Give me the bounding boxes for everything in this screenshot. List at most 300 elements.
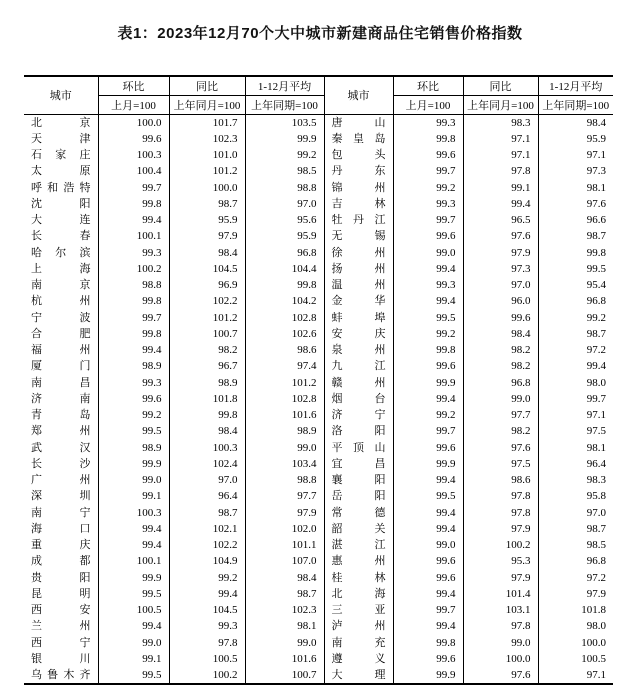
yoy-cell-left: 100.3: [169, 440, 245, 456]
table-row: [24, 358, 613, 374]
city-cell-left: 南宁: [31, 506, 91, 519]
city-cell-right: 温州: [324, 277, 393, 293]
table-row: [24, 505, 613, 521]
yoy-cell-right: 96.5: [463, 212, 538, 228]
yoy-cell-left: 98.7: [169, 196, 245, 212]
avg-cell-left: 99.0: [245, 635, 324, 651]
avg-cell-right: 95.8: [538, 488, 613, 504]
mom-cell-left: 99.9: [98, 570, 169, 586]
city-cell-right: 包头: [324, 147, 393, 163]
avg-cell-right: 96.8: [538, 553, 613, 569]
avg-cell-right: 98.3: [538, 472, 613, 488]
avg-cell-right: 99.8: [538, 245, 613, 261]
city-cell-right: 徐州: [324, 245, 393, 261]
table-row: [24, 651, 613, 667]
yoy-cell-left: 98.9: [169, 375, 245, 391]
table-row: [24, 212, 613, 228]
header-yoy-base-right: 上年同月=100: [463, 95, 538, 114]
avg-cell-left: 99.2: [245, 147, 324, 163]
city-cell-left: 广州: [31, 474, 91, 486]
yoy-cell-left: 99.2: [169, 570, 245, 586]
avg-cell-left: 101.1: [245, 537, 324, 553]
avg-cell-left: 100.7: [245, 667, 324, 684]
avg-cell-right: 96.8: [538, 293, 613, 309]
mom-cell-right: 99.6: [393, 228, 463, 244]
city-cell-left: 郑州: [31, 425, 91, 438]
mom-cell-left: 99.8: [98, 326, 169, 342]
mom-cell-right: 99.8: [393, 131, 463, 147]
mom-cell-right: 99.7: [393, 602, 463, 618]
city-cell-right: 遵义: [324, 651, 393, 667]
city-cell-right: 牡丹江: [324, 212, 393, 228]
avg-cell-right: 98.7: [538, 326, 613, 342]
yoy-cell-right: 96.0: [463, 293, 538, 309]
yoy-cell-right: 101.4: [463, 586, 538, 602]
city-cell-left: 石家庄: [31, 149, 91, 161]
yoy-cell-right: 97.8: [463, 505, 538, 521]
city-cell-right: 无锡: [324, 228, 393, 244]
yoy-cell-right: 98.2: [463, 423, 538, 439]
table-row: [24, 407, 613, 423]
mom-cell-left: 99.3: [98, 245, 169, 261]
mom-cell-left: 99.0: [98, 472, 169, 488]
yoy-cell-left: 101.2: [169, 310, 245, 326]
yoy-cell-left: 102.2: [169, 537, 245, 553]
city-cell-left: 深圳: [31, 490, 91, 503]
table-row: [24, 310, 613, 326]
yoy-cell-left: 100.5: [169, 651, 245, 667]
mom-cell-left: 99.4: [98, 342, 169, 358]
table-row: [24, 667, 613, 684]
avg-cell-right: 97.2: [538, 342, 613, 358]
yoy-cell-left: 96.4: [169, 488, 245, 504]
city-cell-right: 锦州: [324, 180, 393, 196]
yoy-cell-right: 99.0: [463, 635, 538, 651]
mom-cell-right: 99.9: [393, 667, 463, 684]
mom-cell-right: 99.2: [393, 326, 463, 342]
header-mom-base-left: 上月=100: [98, 95, 169, 114]
avg-cell-left: 101.6: [245, 407, 324, 423]
avg-cell-right: 96.4: [538, 456, 613, 472]
header-avg-right: 1-12月平均: [538, 76, 613, 95]
city-cell-right: 秦皇岛: [324, 131, 393, 147]
mom-cell-right: 99.4: [393, 391, 463, 407]
yoy-cell-right: 98.3: [463, 114, 538, 131]
avg-cell-left: 102.8: [245, 310, 324, 326]
table-row: [24, 375, 613, 391]
avg-cell-left: 98.6: [245, 342, 324, 358]
city-cell-left: 乌鲁木齐: [31, 669, 91, 681]
city-cell-right: 桂林: [324, 570, 393, 586]
avg-cell-right: 98.4: [538, 114, 613, 131]
avg-cell-left: 98.1: [245, 618, 324, 634]
yoy-cell-right: 97.6: [463, 228, 538, 244]
yoy-cell-left: 101.7: [169, 114, 245, 131]
avg-cell-right: 95.9: [538, 131, 613, 147]
avg-cell-right: 99.4: [538, 358, 613, 374]
avg-cell-right: 97.2: [538, 570, 613, 586]
avg-cell-left: 95.6: [245, 212, 324, 228]
city-cell-left: 福州: [31, 344, 91, 356]
mom-cell-right: 99.6: [393, 570, 463, 586]
avg-cell-left: 97.9: [245, 505, 324, 521]
mom-cell-right: 99.3: [393, 114, 463, 131]
avg-cell-left: 98.9: [245, 423, 324, 439]
city-cell-left: 贵阳: [31, 571, 91, 584]
mom-cell-right: 99.6: [393, 147, 463, 163]
avg-cell-right: 98.1: [538, 180, 613, 196]
yoy-cell-left: 98.4: [169, 245, 245, 261]
avg-cell-right: 99.5: [538, 261, 613, 277]
avg-cell-left: 101.6: [245, 651, 324, 667]
yoy-cell-left: 100.2: [169, 667, 245, 684]
avg-cell-left: 99.9: [245, 131, 324, 147]
table-row: [24, 196, 613, 212]
yoy-cell-right: 97.5: [463, 456, 538, 472]
header-mom-right: 环比: [393, 76, 463, 95]
table-row: [24, 131, 613, 147]
header-yoy-right: 同比: [463, 76, 538, 95]
yoy-cell-right: 97.3: [463, 261, 538, 277]
mom-cell-right: 99.2: [393, 180, 463, 196]
city-cell-left: 合肥: [31, 327, 91, 340]
avg-cell-left: 104.4: [245, 261, 324, 277]
mom-cell-left: 99.8: [98, 196, 169, 212]
header-row-base: [24, 95, 613, 114]
city-cell-right: 大理: [324, 667, 393, 684]
table-row: [24, 586, 613, 602]
city-cell-right: 襄阳: [324, 472, 393, 488]
mom-cell-left: 99.7: [98, 180, 169, 196]
yoy-cell-left: 95.9: [169, 212, 245, 228]
table-header: [24, 76, 613, 114]
yoy-cell-left: 102.3: [169, 131, 245, 147]
city-cell-right: 南充: [324, 635, 393, 651]
mom-cell-left: 98.8: [98, 277, 169, 293]
avg-cell-left: 98.4: [245, 570, 324, 586]
header-city-left: 城市: [49, 90, 72, 103]
mom-cell-right: 99.7: [393, 212, 463, 228]
price-index-table: [24, 75, 613, 685]
yoy-cell-right: 100.0: [463, 651, 538, 667]
yoy-cell-left: 104.5: [169, 261, 245, 277]
yoy-cell-right: 97.9: [463, 521, 538, 537]
yoy-cell-left: 98.7: [169, 505, 245, 521]
city-cell-right: 吉林: [324, 196, 393, 212]
table-row: [24, 423, 613, 439]
table-row: [24, 261, 613, 277]
city-cell-right: 韶关: [324, 521, 393, 537]
table-row: [24, 326, 613, 342]
yoy-cell-left: 104.9: [169, 553, 245, 569]
city-cell-right: 泸州: [324, 618, 393, 634]
city-cell-right: 唐山: [324, 114, 393, 131]
yoy-cell-right: 100.2: [463, 537, 538, 553]
mom-cell-left: 99.1: [98, 488, 169, 504]
mom-cell-right: 99.6: [393, 358, 463, 374]
header-avg-base-right: 上年同期=100: [538, 95, 613, 114]
yoy-cell-right: 97.7: [463, 407, 538, 423]
avg-cell-left: 102.3: [245, 602, 324, 618]
city-cell-left: 成都: [31, 555, 91, 568]
mom-cell-right: 99.7: [393, 423, 463, 439]
yoy-cell-left: 96.7: [169, 358, 245, 374]
table-row: [24, 635, 613, 651]
avg-cell-left: 96.8: [245, 245, 324, 261]
city-cell-left: 哈尔滨: [31, 246, 91, 259]
mom-cell-left: 99.7: [98, 310, 169, 326]
city-cell-left: 大连: [31, 214, 91, 226]
table-row: [24, 602, 613, 618]
yoy-cell-right: 97.6: [463, 440, 538, 456]
yoy-cell-right: 99.0: [463, 391, 538, 407]
avg-cell-left: 102.8: [245, 391, 324, 407]
city-cell-left: 长春: [31, 230, 91, 243]
yoy-cell-left: 97.8: [169, 635, 245, 651]
city-cell-left: 昆明: [31, 587, 91, 600]
yoy-cell-right: 96.8: [463, 375, 538, 391]
table-row: [24, 114, 613, 131]
table-row: [24, 618, 613, 634]
page-title: 表1：2023年12月70个大中城市新建商品住宅销售价格指数: [117, 25, 523, 42]
city-cell-right: 泉州: [324, 342, 393, 358]
city-cell-right: 九江: [324, 358, 393, 374]
yoy-cell-left: 99.3: [169, 618, 245, 634]
avg-cell-right: 95.4: [538, 277, 613, 293]
mom-cell-right: 99.4: [393, 472, 463, 488]
mom-cell-left: 99.9: [98, 456, 169, 472]
city-cell-left: 太原: [31, 165, 91, 178]
avg-cell-left: 97.4: [245, 358, 324, 374]
mom-cell-right: 99.9: [393, 456, 463, 472]
avg-cell-right: 100.0: [538, 635, 613, 651]
city-cell-right: 丹东: [324, 163, 393, 179]
header-mom-base-right: 上月=100: [393, 95, 463, 114]
yoy-cell-left: 101.8: [169, 391, 245, 407]
header-row-top: [24, 76, 613, 95]
mom-cell-right: 99.2: [393, 407, 463, 423]
city-cell-right: 平顶山: [324, 440, 393, 456]
avg-cell-left: 99.0: [245, 440, 324, 456]
mom-cell-left: 99.4: [98, 537, 169, 553]
yoy-cell-right: 97.1: [463, 131, 538, 147]
mom-cell-right: 99.0: [393, 537, 463, 553]
yoy-cell-right: 97.9: [463, 570, 538, 586]
avg-cell-right: 97.3: [538, 163, 613, 179]
table-row: [24, 163, 613, 179]
header-mom-left: 环比: [98, 76, 169, 95]
mom-cell-left: 100.0: [98, 114, 169, 131]
city-cell-right: 扬州: [324, 261, 393, 277]
avg-cell-left: 104.2: [245, 293, 324, 309]
table-row: [24, 472, 613, 488]
avg-cell-left: 97.7: [245, 488, 324, 504]
city-cell-left: 青岛: [31, 409, 91, 421]
avg-cell-right: 101.8: [538, 602, 613, 618]
table-row: [24, 147, 613, 163]
city-cell-right: 洛阳: [324, 423, 393, 439]
city-cell-left: 银川: [31, 652, 91, 665]
table-row: [24, 553, 613, 569]
city-cell-left: 兰州: [31, 620, 91, 633]
avg-cell-right: 99.7: [538, 391, 613, 407]
yoy-cell-right: 97.8: [463, 488, 538, 504]
yoy-cell-right: 97.1: [463, 147, 538, 163]
mom-cell-left: 99.4: [98, 618, 169, 634]
avg-cell-left: 101.2: [245, 375, 324, 391]
yoy-cell-right: 97.8: [463, 163, 538, 179]
avg-cell-left: 98.7: [245, 586, 324, 602]
mom-cell-left: 100.3: [98, 505, 169, 521]
yoy-cell-left: 99.4: [169, 586, 245, 602]
avg-cell-right: 99.2: [538, 310, 613, 326]
mom-cell-right: 99.6: [393, 553, 463, 569]
table-row: [24, 293, 613, 309]
yoy-cell-right: 103.1: [463, 602, 538, 618]
yoy-cell-left: 96.9: [169, 277, 245, 293]
city-cell-left: 南京: [31, 279, 91, 291]
mom-cell-left: 99.0: [98, 635, 169, 651]
yoy-cell-left: 104.5: [169, 602, 245, 618]
yoy-cell-right: 98.2: [463, 342, 538, 358]
city-cell-left: 厦门: [31, 360, 91, 373]
avg-cell-right: 98.0: [538, 618, 613, 634]
yoy-cell-left: 98.4: [169, 423, 245, 439]
mom-cell-left: 98.9: [98, 358, 169, 374]
yoy-cell-left: 98.2: [169, 342, 245, 358]
avg-cell-right: 97.1: [538, 147, 613, 163]
city-cell-right: 宜昌: [324, 456, 393, 472]
mom-cell-left: 100.4: [98, 163, 169, 179]
table-row: [24, 180, 613, 196]
yoy-cell-left: 101.0: [169, 147, 245, 163]
avg-cell-left: 95.9: [245, 228, 324, 244]
avg-cell-right: 97.1: [538, 407, 613, 423]
yoy-cell-left: 97.0: [169, 472, 245, 488]
avg-cell-right: 98.5: [538, 537, 613, 553]
mom-cell-right: 99.4: [393, 505, 463, 521]
city-cell-left: 天津: [31, 132, 91, 145]
city-cell-right: 安庆: [324, 326, 393, 342]
city-cell-right: 蚌埠: [324, 310, 393, 326]
mom-cell-left: 99.2: [98, 407, 169, 423]
mom-cell-right: 99.4: [393, 521, 463, 537]
avg-cell-left: 97.0: [245, 196, 324, 212]
avg-cell-right: 98.1: [538, 440, 613, 456]
avg-cell-right: 97.9: [538, 586, 613, 602]
table-row: [24, 440, 613, 456]
avg-cell-right: 98.7: [538, 228, 613, 244]
avg-cell-left: 99.8: [245, 277, 324, 293]
city-cell-right: 金华: [324, 293, 393, 309]
header-city-right: 城市: [324, 76, 393, 114]
mom-cell-left: 98.9: [98, 440, 169, 456]
table-row: [24, 342, 613, 358]
mom-cell-left: 99.5: [98, 423, 169, 439]
mom-cell-right: 99.9: [393, 375, 463, 391]
yoy-cell-left: 101.2: [169, 163, 245, 179]
yoy-cell-right: 99.1: [463, 180, 538, 196]
city-cell-left: 杭州: [31, 295, 91, 308]
mom-cell-right: 99.6: [393, 440, 463, 456]
table-row: [24, 245, 613, 261]
city-cell-left: 重庆: [31, 539, 91, 551]
yoy-cell-left: 99.8: [169, 407, 245, 423]
avg-cell-left: 107.0: [245, 553, 324, 569]
yoy-cell-right: 97.0: [463, 277, 538, 293]
yoy-cell-left: 102.2: [169, 293, 245, 309]
yoy-cell-left: 102.1: [169, 521, 245, 537]
avg-cell-right: 97.5: [538, 423, 613, 439]
mom-cell-left: 99.5: [98, 586, 169, 602]
avg-cell-right: 96.6: [538, 212, 613, 228]
yoy-cell-right: 97.6: [463, 667, 538, 684]
yoy-cell-right: 98.6: [463, 472, 538, 488]
mom-cell-right: 99.4: [393, 586, 463, 602]
mom-cell-right: 99.6: [393, 651, 463, 667]
mom-cell-right: 99.4: [393, 261, 463, 277]
city-cell-left: 上海: [31, 262, 91, 275]
mom-cell-left: 99.3: [98, 375, 169, 391]
mom-cell-right: 99.0: [393, 245, 463, 261]
mom-cell-right: 99.7: [393, 163, 463, 179]
city-cell-right: 湛江: [324, 537, 393, 553]
yoy-cell-right: 99.4: [463, 196, 538, 212]
table-row: [24, 488, 613, 504]
mom-cell-left: 99.5: [98, 667, 169, 684]
mom-cell-left: 100.1: [98, 553, 169, 569]
yoy-cell-left: 100.7: [169, 326, 245, 342]
table-row: [24, 228, 613, 244]
yoy-cell-right: 99.6: [463, 310, 538, 326]
mom-cell-left: 100.3: [98, 147, 169, 163]
city-cell-right: 北海: [324, 586, 393, 602]
yoy-cell-left: 102.4: [169, 456, 245, 472]
mom-cell-left: 100.1: [98, 228, 169, 244]
header-avg-left: 1-12月平均: [245, 76, 324, 95]
yoy-cell-right: 97.8: [463, 618, 538, 634]
city-cell-left: 宁波: [31, 311, 91, 324]
avg-cell-right: 98.7: [538, 521, 613, 537]
avg-cell-left: 98.5: [245, 163, 324, 179]
avg-cell-right: 97.0: [538, 505, 613, 521]
table-row: [24, 277, 613, 293]
city-cell-right: 三亚: [324, 602, 393, 618]
city-cell-right: 济宁: [324, 407, 393, 423]
mom-cell-right: 99.4: [393, 293, 463, 309]
mom-cell-right: 99.3: [393, 277, 463, 293]
mom-cell-left: 99.4: [98, 521, 169, 537]
avg-cell-right: 100.5: [538, 651, 613, 667]
mom-cell-right: 99.5: [393, 488, 463, 504]
city-cell-left: 呼和浩特: [31, 181, 91, 194]
yoy-cell-right: 98.2: [463, 358, 538, 374]
mom-cell-left: 99.1: [98, 651, 169, 667]
mom-cell-left: 99.6: [98, 391, 169, 407]
mom-cell-right: 99.8: [393, 635, 463, 651]
avg-cell-left: 98.8: [245, 472, 324, 488]
yoy-cell-left: 97.9: [169, 228, 245, 244]
mom-cell-right: 99.5: [393, 310, 463, 326]
mom-cell-right: 99.4: [393, 618, 463, 634]
avg-cell-right: 98.0: [538, 375, 613, 391]
city-cell-right: 烟台: [324, 391, 393, 407]
city-cell-left: 海口: [31, 522, 91, 535]
table-row: [24, 456, 613, 472]
yoy-cell-left: 100.0: [169, 180, 245, 196]
city-cell-right: 常德: [324, 505, 393, 521]
city-cell-right: 惠州: [324, 553, 393, 569]
